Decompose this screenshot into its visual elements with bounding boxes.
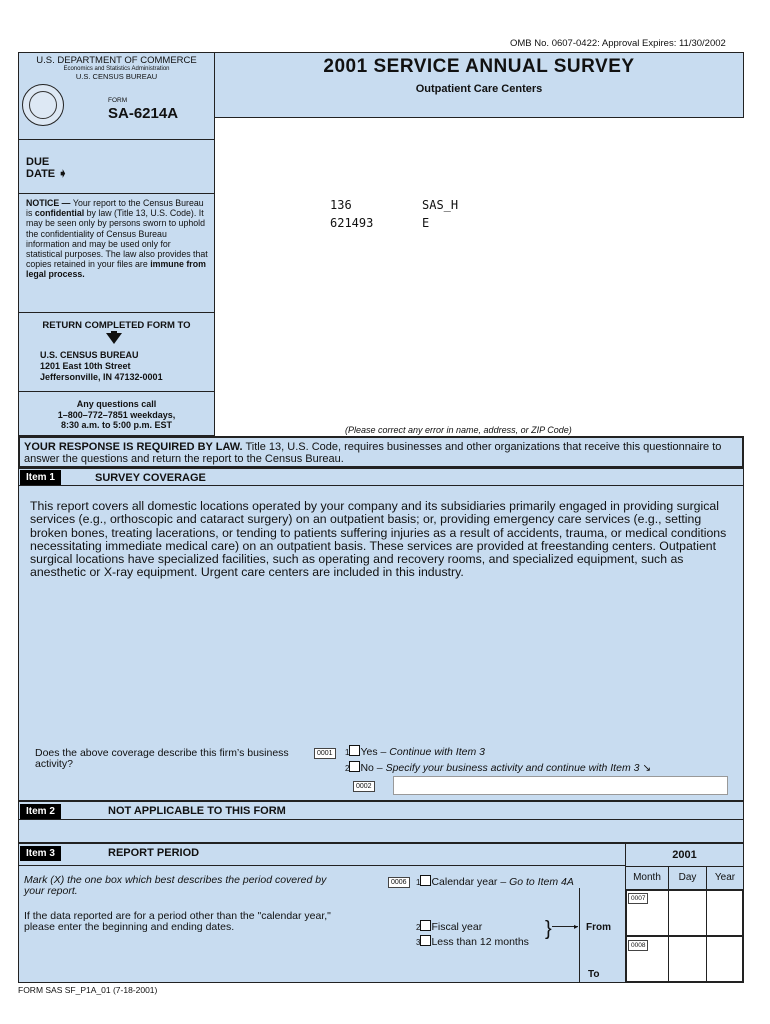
to-label: To bbox=[588, 969, 600, 980]
opt-no-label: No bbox=[360, 762, 374, 774]
item1-title: SURVEY COVERAGE bbox=[95, 472, 206, 484]
item2-title: NOT APPLICABLE TO THIS FORM bbox=[108, 805, 286, 817]
arrow-right-icon: ➧ bbox=[58, 168, 68, 180]
seal-inner-ring bbox=[29, 91, 57, 119]
form-footer: FORM SAS SF_P1A_01 (7-18-2001) bbox=[18, 985, 158, 995]
opt-less-num: 3 bbox=[416, 938, 421, 947]
opt-cal-label: Calendar year bbox=[431, 876, 498, 888]
agency-line-3: U.S. CENSUS BUREAU bbox=[75, 72, 158, 81]
opt-yes-num: 1 bbox=[345, 748, 350, 757]
confidentiality-notice bbox=[26, 198, 208, 280]
bracket-icon: } bbox=[545, 918, 552, 940]
agency-line-1: U.S. DEPARTMENT OF COMMERCE bbox=[36, 55, 197, 66]
return-addr-1: U.S. CENSUS BUREAU bbox=[40, 350, 139, 360]
year-header: 2001 bbox=[625, 843, 744, 867]
agency-line-2: Economics and Statistics Administration bbox=[63, 66, 170, 72]
item1-tag: Item 1 bbox=[20, 470, 61, 485]
legal-notice-text bbox=[24, 441, 736, 465]
legal-notice-body: Title 13, U.S. Code, requires businesses and other organizations that receive this questionnaire to answer the questions and return the report to the Census Bureau. bbox=[24, 441, 722, 465]
opt-fiscal-label: Fiscal year bbox=[431, 921, 483, 933]
fiscal-year-checkbox[interactable] bbox=[420, 920, 431, 931]
notice-bold-1: confidential bbox=[34, 208, 85, 219]
item1-code-2: 0002 bbox=[353, 781, 375, 792]
col-year: Year bbox=[706, 866, 744, 890]
calendar-year-checkbox[interactable] bbox=[420, 875, 431, 886]
down-arrow-icon bbox=[106, 333, 122, 344]
to-year-input[interactable] bbox=[706, 935, 744, 983]
legal-notice-bold: YOUR RESPONSE IS REQUIRED BY LAW. bbox=[24, 441, 243, 453]
from-to-column bbox=[579, 888, 626, 983]
less-than-12-option[interactable] bbox=[416, 935, 529, 948]
due-line-2: DATE bbox=[26, 168, 56, 180]
from-day-input[interactable] bbox=[668, 889, 707, 936]
item3-instruction-2: If the data reported are for a period other than the "calendar year," please enter the beginning and ending dates. bbox=[24, 910, 331, 933]
opt-no-num: 2 bbox=[345, 764, 350, 773]
questions-line-3: 8:30 a.m. to 5:00 p.m. EST bbox=[60, 420, 173, 430]
return-addr-2: 1201 East 10th Street bbox=[40, 361, 131, 371]
opt-yes-label: Yes bbox=[360, 746, 378, 758]
col-day: Day bbox=[668, 866, 707, 890]
from-year-input[interactable] bbox=[706, 889, 744, 936]
item1-option-no[interactable] bbox=[345, 761, 651, 774]
notice-lead: NOTICE — bbox=[26, 198, 73, 208]
arrow-right-small-icon: ▸ bbox=[574, 922, 579, 931]
omb-number: OMB No. 0607-0422: Approval Expires: 11/30/2002 bbox=[510, 38, 726, 49]
notice-part-2: by law (Title 13, U.S. Code). It may be seen only by persons sworn to uphold the confidentiality of Census Bureau information and may be used only for statistical purposes. The law also provides that copies retained in your files are bbox=[26, 208, 208, 270]
mailing-a1: 136 bbox=[330, 198, 352, 212]
survey-subtitle: Outpatient Care Centers bbox=[415, 83, 543, 95]
item1-code-1: 0001 bbox=[314, 748, 336, 759]
form-number: SA-6214A bbox=[108, 105, 179, 122]
form-label: FORM bbox=[108, 97, 128, 104]
less-than-12-checkbox[interactable] bbox=[420, 935, 431, 946]
item3-tag: Item 3 bbox=[20, 846, 61, 861]
col-month: Month bbox=[625, 866, 669, 890]
yes-checkbox[interactable] bbox=[349, 745, 360, 756]
no-checkbox[interactable] bbox=[349, 761, 360, 772]
return-title: RETURN COMPLETED FORM TO bbox=[42, 320, 191, 331]
arrow-down-right-icon: ↘ bbox=[639, 762, 652, 774]
item3-title: REPORT PERIOD bbox=[108, 847, 200, 859]
item1-body: This report covers all domestic locations operated by your company and its subsidiaries primarily engaged in providing surgical services (e.g., orthoscopic and cataract surgery) on an outpatient basis; or, providing emergency care services (e.g., setting broken bones, treating lacerations, or tending to patients suffering injuries as a result of accidents, trauma, or medical conditions necessitating immediate medical care) on an outpatient basis. These services are provided at freestanding centers. Outpatient surgical locations have specialized facilities, such as operating and recovery rooms, and specialized equipment, such as anesthetic or X-ray equipment. Urgent care centers are included in this industry. bbox=[30, 499, 727, 580]
from-label: From bbox=[586, 922, 611, 933]
notice-part-1: Your report to the Census Bureau is bbox=[26, 198, 204, 219]
calendar-year-option[interactable] bbox=[416, 875, 574, 888]
business-activity-input[interactable] bbox=[393, 776, 728, 795]
return-addr-3: Jeffersonville, IN 47132-0001 bbox=[40, 372, 163, 382]
due-line-1: DUE bbox=[26, 156, 50, 168]
return-address bbox=[40, 350, 163, 383]
questions-contact bbox=[18, 399, 215, 431]
item3-instruction: Mark (X) the one box which best describes the period covered by your report. bbox=[24, 874, 327, 897]
mailing-a2: SAS_H bbox=[422, 198, 459, 212]
item1-question: Does the above coverage describe this firm’s business activity? bbox=[35, 747, 289, 770]
opt-yes-note: – Continue with Item 3 bbox=[377, 746, 485, 758]
survey-title: 2001 SERVICE ANNUAL SURVEY bbox=[323, 56, 635, 77]
opt-fiscal-num: 2 bbox=[416, 923, 421, 932]
opt-no-note: – Specify your business activity and continue with Item 3 bbox=[373, 762, 640, 774]
correction-note: (Please correct any error in name, address, or ZIP Code) bbox=[345, 425, 572, 435]
item1-option-yes[interactable] bbox=[345, 745, 485, 758]
questions-line-2: 1–800–772–7851 weekdays, bbox=[57, 409, 176, 420]
notice-bold-2: immune from legal process. bbox=[26, 259, 206, 280]
opt-cal-num: 1 bbox=[416, 878, 421, 887]
to-day-input[interactable] bbox=[668, 935, 707, 983]
questions-line-1: Any questions call bbox=[76, 399, 157, 409]
item2-tag: Item 2 bbox=[20, 804, 61, 819]
due-date-label bbox=[26, 156, 67, 180]
mailing-b1: 621493 bbox=[330, 216, 374, 230]
from-code: 0007 bbox=[628, 893, 648, 904]
fiscal-year-option[interactable] bbox=[416, 920, 482, 933]
opt-less-label: Less than 12 months bbox=[431, 936, 529, 948]
item3-code: 0006 bbox=[388, 877, 410, 888]
to-code: 0008 bbox=[628, 940, 648, 951]
opt-cal-note: – Go to Item 4A bbox=[497, 876, 574, 888]
mailing-b2: E bbox=[422, 216, 430, 230]
